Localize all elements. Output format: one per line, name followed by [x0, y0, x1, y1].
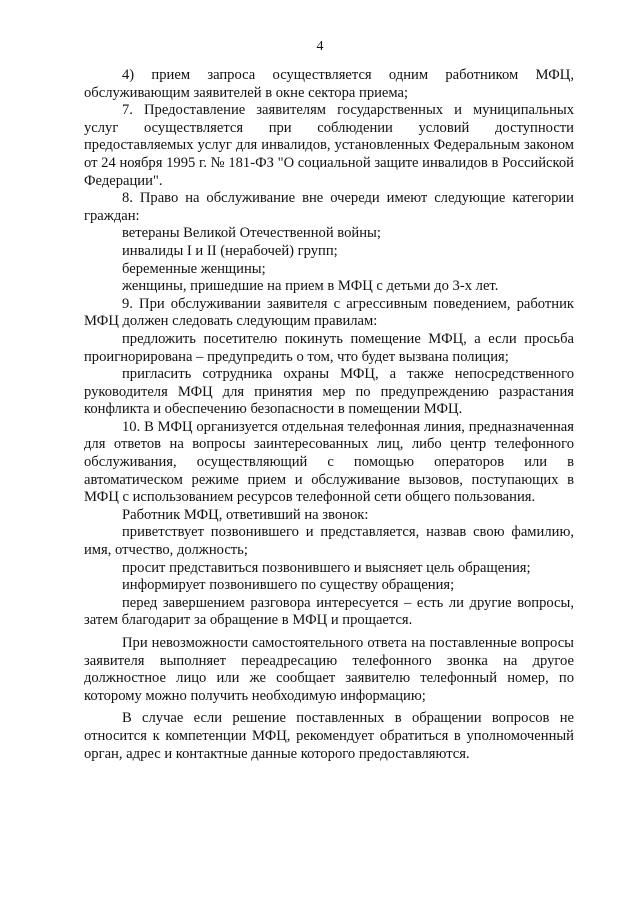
list-item: ветераны Великой Отечественной войны;: [122, 225, 381, 242]
paragraph-10-phone-line: 10. В МФЦ организуется отдельная телефонная линия, предназначенная для ответов на вопросы заинтересованных лиц, либо центр телефонного обслуживания, осуществляющий с помощью операторов или в автоматическом режиме прием и обслуживание вызовов, поступающих в МФЦ с использованием ресурсов телефонной сети общего пользования.: [84, 418, 574, 506]
list-item: беременные женщины;: [122, 260, 266, 277]
paragraph-9-aggressive-visitor: 9. При обслуживании заявителя с агрессивным поведением, работник МФЦ должен следовать следующим правилам:: [84, 295, 574, 330]
paragraph-phone-operator: Работник МФЦ, ответивший на звонок:: [122, 506, 369, 523]
list-item: предложить посетителю покинуть помещение МФЦ, а если просьба проигнорирована – предупредить о том, что будет вызвана полиция;: [84, 330, 574, 365]
list-item: информирует позвонившего по существу обращения;: [122, 577, 455, 594]
document-body: [84, 67, 574, 763]
list-item: инвалиды I и II (нерабочей) групп;: [122, 242, 338, 259]
list-item: пригласить сотрудника охраны МФЦ, а также непосредственного руководителя МФЦ для принятия мер по предупреждению разрастания конфликта и обеспечению безопасности в помещении МФЦ.: [84, 366, 574, 418]
list-item: женщины, пришедшие на прием в МФЦ с детьми до 3-х лет.: [122, 278, 499, 295]
paragraph-item-4: 4) прием запроса осуществляется одним работником МФЦ, обслуживающим заявителей в окне сектора приема;: [84, 67, 574, 101]
paragraph-8-priority-service: 8. Право на обслуживание вне очереди имеют следующие категории граждан:: [84, 190, 574, 224]
list-item: приветствует позвонившего и представляется, назвав свою фамилию, имя, отчество, должность;: [84, 524, 574, 559]
paragraph-7-accessibility: 7. Предоставление заявителям государственных и муниципальных услуг осуществляется при соблюдении условий доступности предоставляемых услуг для инвалидов, установленных Федеральным законом от 24 ноября 1995 г. № 181-ФЗ "О социальной защите инвалидов в Российской Федерации".: [84, 102, 574, 189]
list-item: перед завершением разговора интересуется – есть ли другие вопросы, затем благодарит за обращение в МФЦ и прощается.: [84, 594, 574, 629]
paragraph-competence: В случае если решение поставленных в обращении вопросов не относится к компетенции МФЦ, рекомендует обратиться в уполномоченный орган, адрес и контактные данные которого предоставляются.: [84, 710, 574, 762]
page-number: 4: [316, 39, 324, 54]
paragraph-redirect: При невозможности самостоятельного ответа на поставленные вопросы заявителя выполняет переадресацию телефонного звонка на другое должностное лицо или же сообщает заявителю телефонный номер, по которому можно получить необходимую информацию;: [84, 635, 574, 704]
list-item: просит представиться позвонившего и выясняет цель обращения;: [122, 559, 531, 576]
